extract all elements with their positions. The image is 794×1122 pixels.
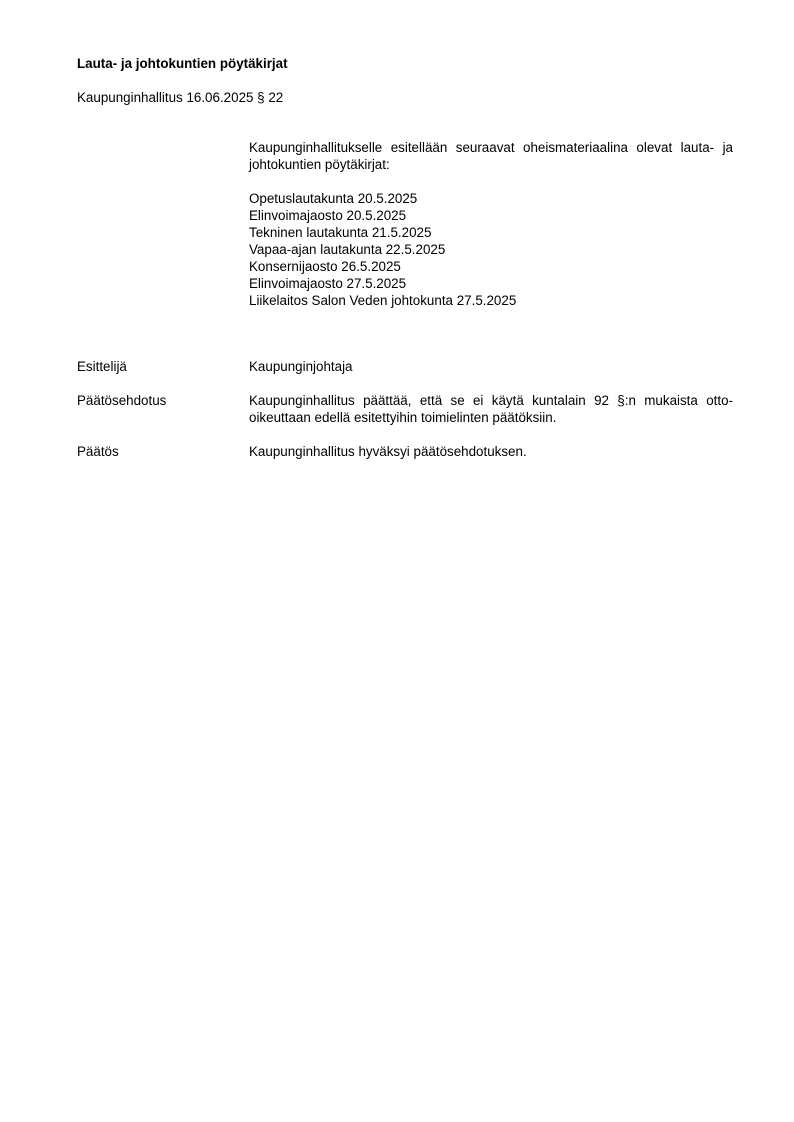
minutes-item: Opetuslautakunta 20.5.2025	[249, 191, 418, 206]
minutes-item: Elinvoimajaosto 27.5.2025	[249, 276, 407, 291]
minutes-item: Liikelaitos Salon Veden johtokunta 27.5.2025	[249, 293, 517, 308]
decision-label: Päätös	[77, 444, 119, 459]
decision-value: Kaupunginhallitus hyväksyi päätösehdotuksen.	[249, 444, 527, 459]
document-title: Lauta- ja johtokuntien pöytäkirjat	[77, 56, 288, 71]
minutes-item: Konsernijaosto 26.5.2025	[249, 259, 401, 274]
minutes-item: Elinvoimajaosto 20.5.2025	[249, 208, 407, 223]
proposal-value: Kaupunginhallitus päättää, että se ei käytä kuntalain 92 §:n mukaista otto-oikeuttaan edellä esitettyihin toimielinten päätöksiin.	[249, 393, 733, 425]
minutes-item: Tekninen lautakunta 21.5.2025	[249, 225, 432, 240]
minutes-item: Vapaa-ajan lautakunta 22.5.2025	[249, 242, 446, 257]
presenter-label: Esittelijä	[77, 359, 127, 374]
meeting-reference: Kaupunginhallitus 16.06.2025 § 22	[77, 90, 284, 105]
intro-text: Kaupunginhallitukselle esitellään seuraavat oheismateriaalina olevat lauta- ja johtokuntien pöytäkirjat:	[249, 140, 733, 172]
minutes-list	[249, 190, 516, 309]
proposal-label: Päätösehdotus	[77, 393, 167, 408]
presenter-value: Kaupunginjohtaja	[249, 359, 353, 374]
